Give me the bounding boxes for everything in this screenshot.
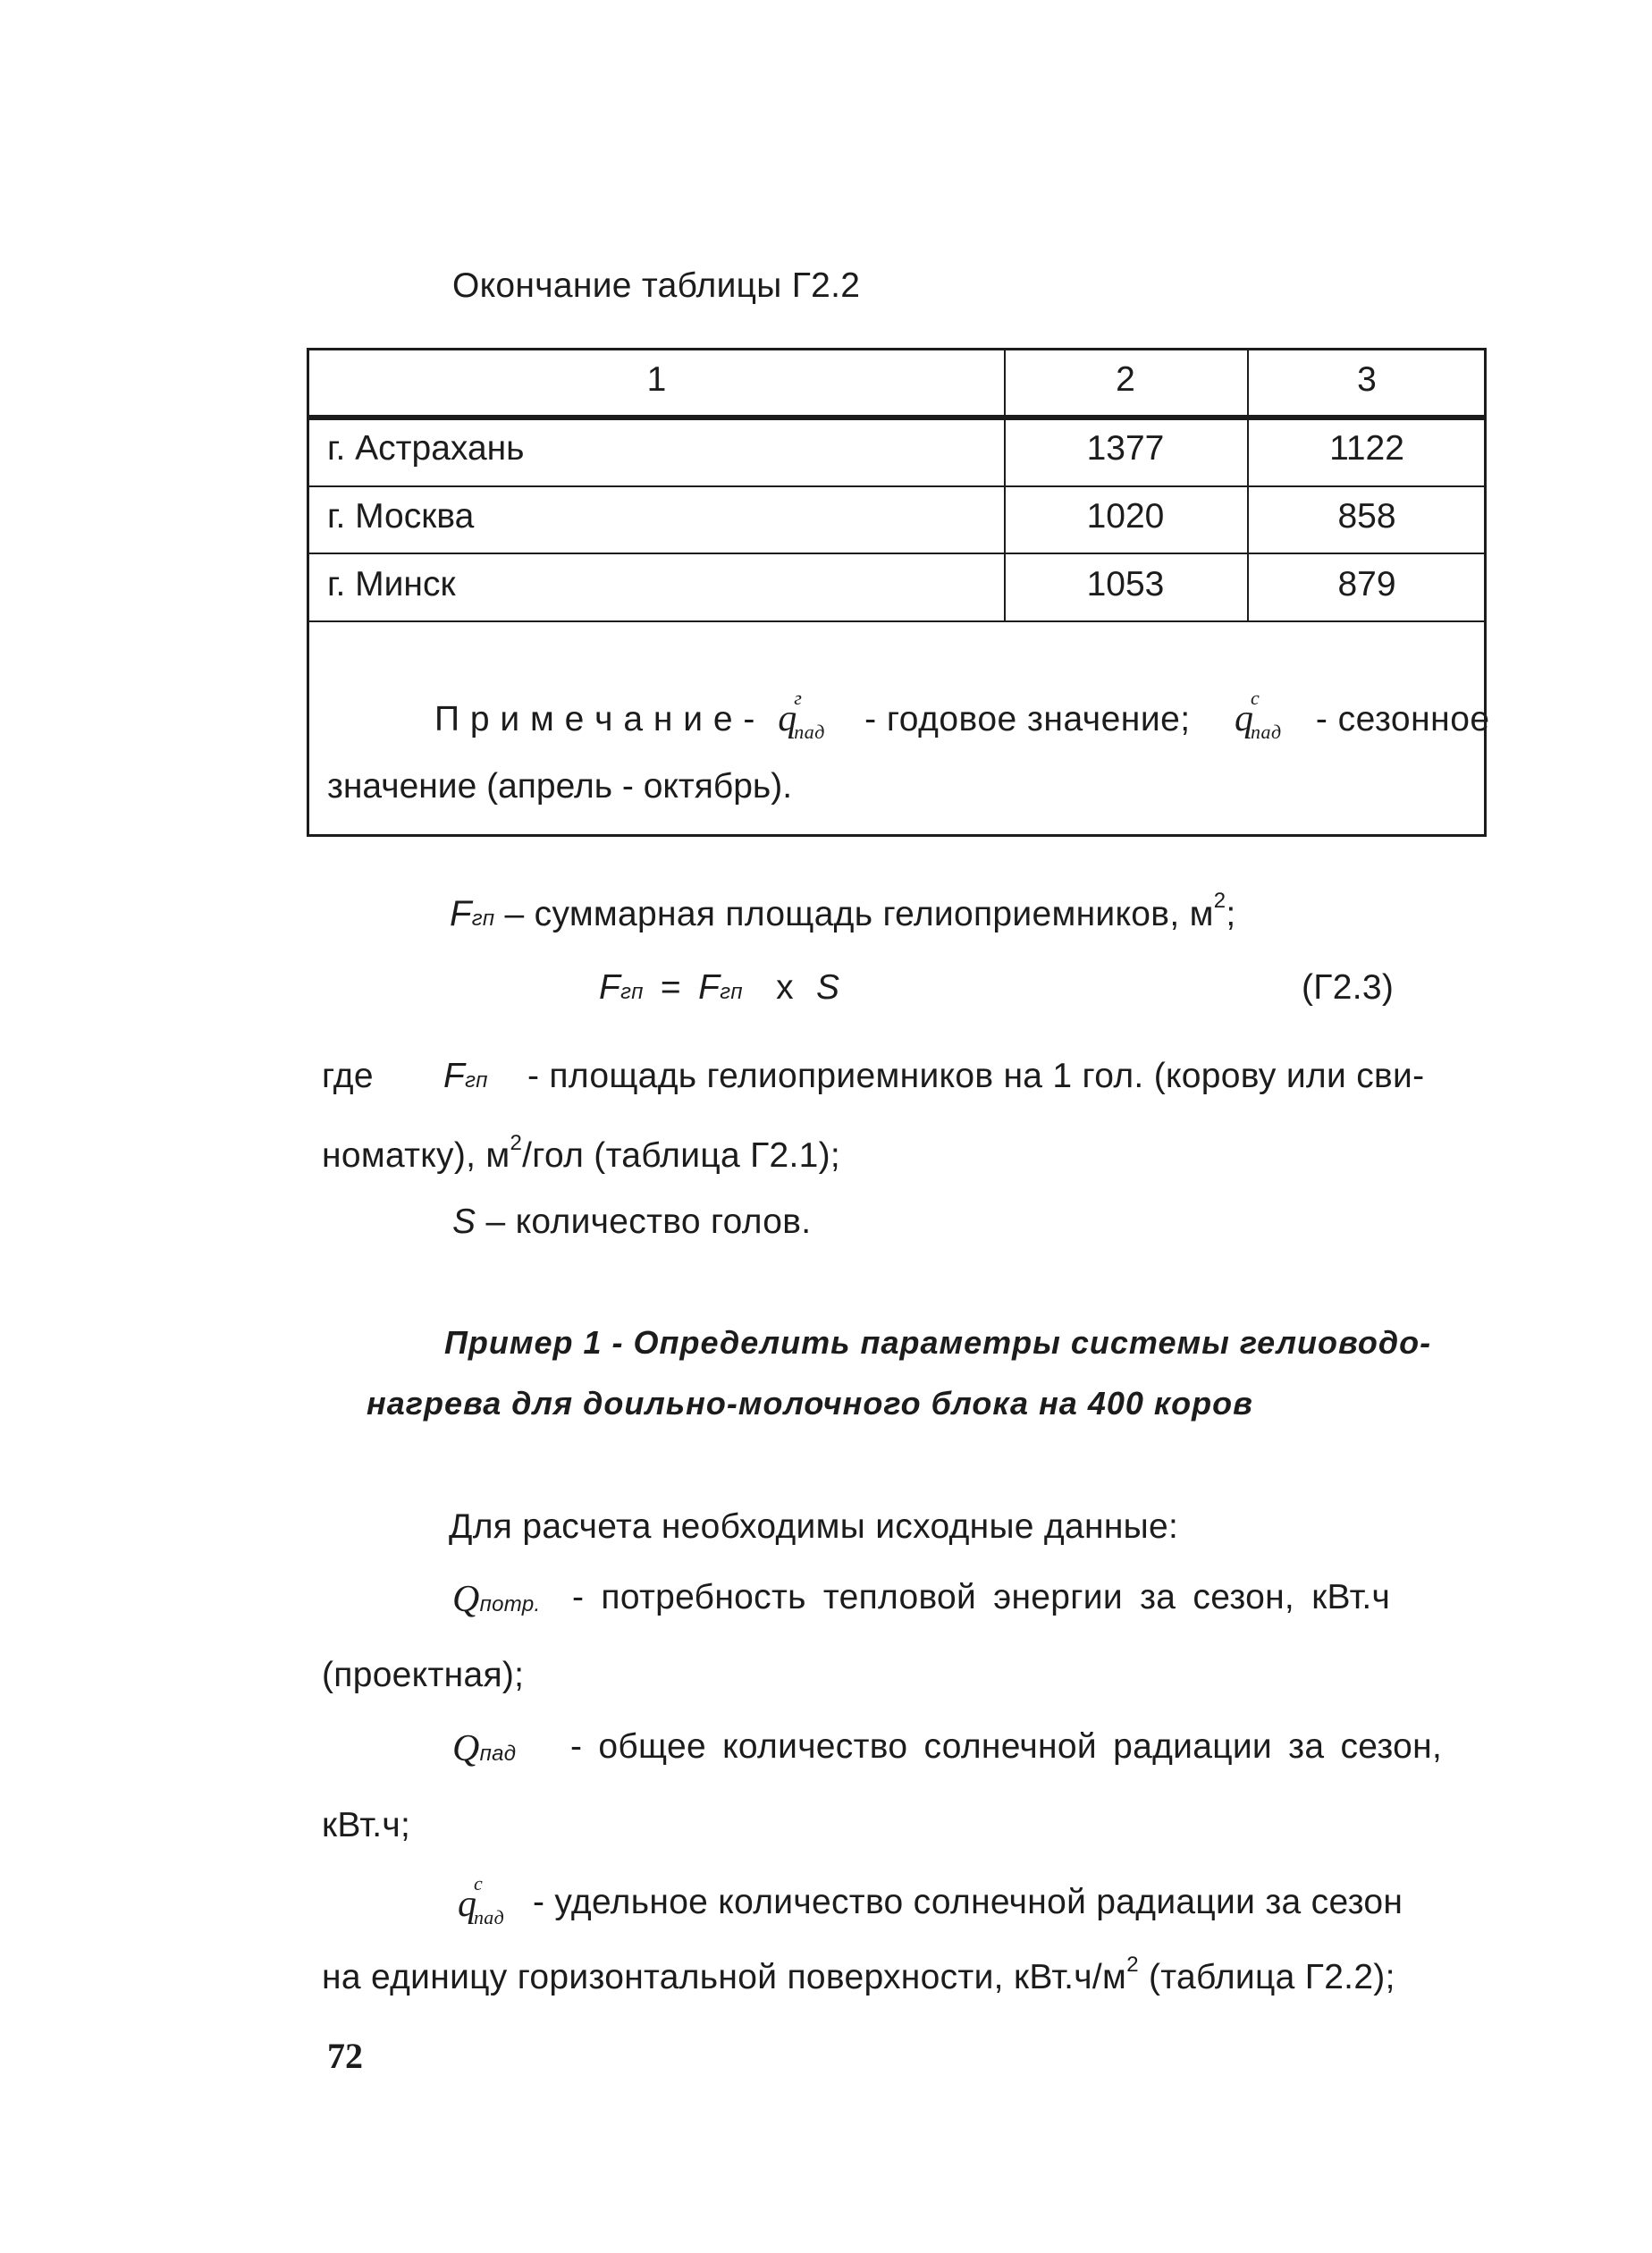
table-row-seasonal: 858 xyxy=(1337,497,1396,536)
table-header-col3: 3 xyxy=(1357,360,1377,399)
q-spec-symbol: q с пад xyxy=(458,1872,505,1928)
intro-text: Для расчета необходимы исходные данные: xyxy=(449,1507,1179,1546)
table-row-city: г. Астрахань xyxy=(327,429,525,468)
row-divider-2 xyxy=(309,553,1484,554)
where-symbol: Fгп xyxy=(443,1057,488,1095)
example-heading-line1: Пример 1 - Определить параметры системы гелиоводо- xyxy=(444,1324,1432,1361)
table-row-annual: 1020 xyxy=(1086,497,1165,536)
note-seasonal-text: - сезонное xyxy=(1315,700,1490,738)
table-row-city: г. Минск xyxy=(327,565,456,603)
page-number: 72 xyxy=(327,2036,363,2076)
q-potr-line2: (проектная); xyxy=(322,1656,525,1694)
q-spec-line2: на единицу горизонтальной поверхности, $кВт.ч/м^2$ (таблица Г2.2); xyxy=(322,1953,1395,1996)
row-divider-1 xyxy=(309,485,1484,487)
note-label: П р и м е ч а н и е - xyxy=(434,700,755,738)
header-divider xyxy=(309,415,1484,420)
table-row-city: г. Москва xyxy=(327,497,475,536)
table-header-col2: 2 xyxy=(1116,360,1135,399)
data-table xyxy=(307,348,1490,837)
q-pad-line2: кВт.ч; xyxy=(322,1806,411,1844)
table-note-line2: значение (апрель - октябрь). xyxy=(327,767,793,806)
table-row-seasonal: 879 xyxy=(1337,565,1396,603)
q-seasonal-symbol: q с пад xyxy=(1234,687,1282,743)
s-definition: S – количество голов. xyxy=(452,1202,812,1241)
q-potr-symbol: Qпотр. xyxy=(452,1579,541,1620)
table-row-annual: 1053 xyxy=(1086,565,1165,603)
row-divider-3 xyxy=(309,620,1484,622)
fgp-definition: Fгп – суммарная площадь гелиоприемников, $м^2$; xyxy=(450,889,1236,933)
table-caption: Окончание таблицы Г2.2 xyxy=(452,266,861,305)
table-row-annual: 1377 xyxy=(1086,429,1165,468)
example-heading-line2: нагрева для доильно-молочного блока на 400 коров xyxy=(367,1385,1253,1422)
where-label: где xyxy=(322,1057,374,1095)
q-potr-desc: - потребность тепловой энергии за сезон, кВт.ч xyxy=(572,1578,1391,1616)
q-pad-desc: - общее количество солнечной радиации за сезон, xyxy=(570,1727,1443,1766)
note-annual-text: - годовое значение; xyxy=(864,700,1191,738)
where-desc-line2: номатку), $м^2$/гол (таблица Г2.1); xyxy=(322,1131,841,1175)
q-annual-symbol: q г пад xyxy=(778,687,825,743)
table-note-line1 xyxy=(434,687,1490,743)
q-spec-desc: - удельное количество солнечной радиации за сезон xyxy=(533,1883,1403,1921)
q-pad-symbol: Qпад xyxy=(452,1728,517,1769)
table-row-seasonal: 1122 xyxy=(1329,429,1404,468)
equation-number: (Г2.3) xyxy=(1302,968,1395,1007)
where-desc-line1: - площадь гелиоприемников на 1 гол. (корову или сви- xyxy=(527,1057,1425,1095)
table-header-col1: 1 xyxy=(646,360,667,399)
equation-g2-3: Fгп = Fгп х S xyxy=(599,968,840,1007)
